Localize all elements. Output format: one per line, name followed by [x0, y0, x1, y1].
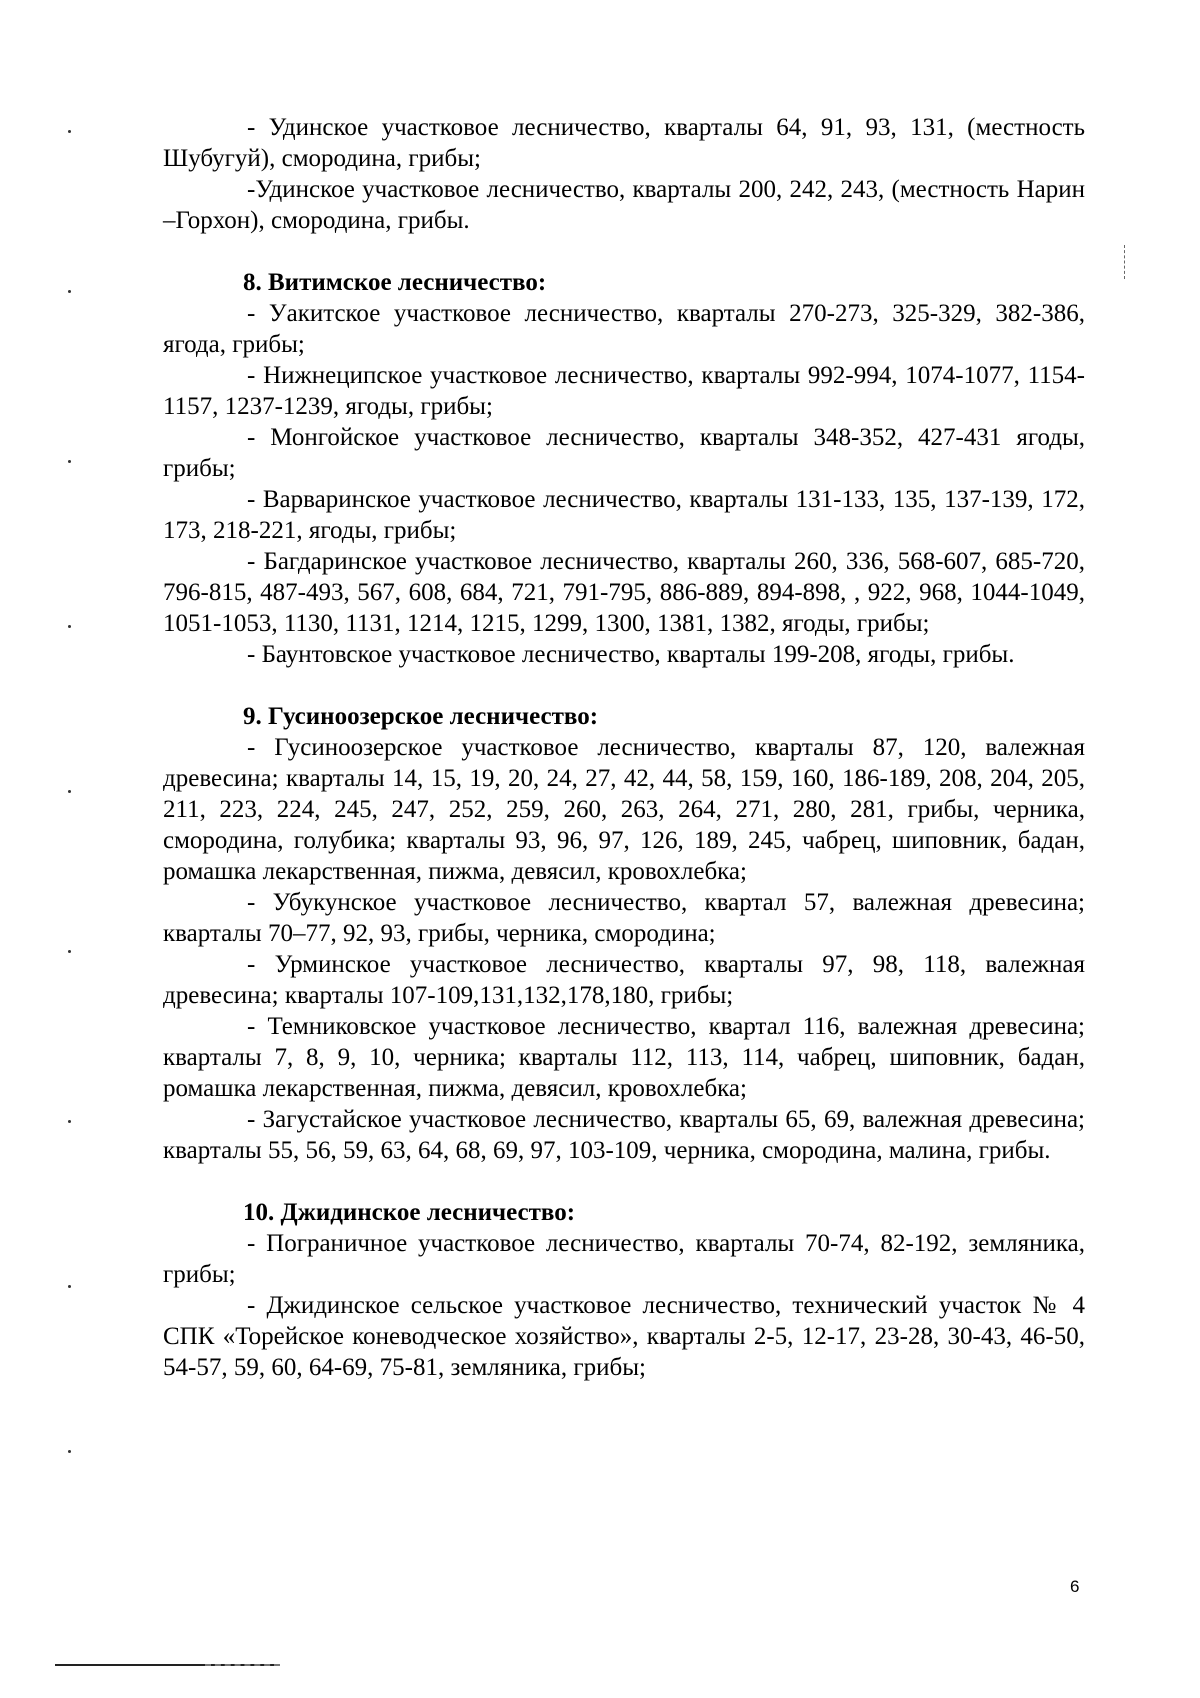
section-8-item: - Багдаринское участковое лесничество, кварталы 260, 336, 568-607, 685-720, 796-815, 487-493, 567, 608, 684, 721, 791-795, 886-889, 894-898, , 922, 968, 1044-1049, 1051-1053, 1130, 1131, 1214, 1215, 1299, 1300, 1381, 1382, ягоды, грибы; [163, 548, 1085, 637]
section-gap [163, 236, 1085, 267]
paragraph-udinskoe-2: -Удинское участковое лесничество, кварталы 200, 242, 243, (местность Нарин –Горхон), смородина, грибы. [163, 176, 1085, 234]
section-10-heading: 10. Джидинское лесничество: [243, 1199, 576, 1226]
section-10-item: - Джидинское сельское участковое лесничество, технический участок № 4 СПК «Торейское коневодческое хозяйство», кварталы 2-5, 12-17, 23-28, 30-43, 46-50, 54-57, 59, 60, 64-69, 75-81, земляника, грибы; [163, 1292, 1085, 1381]
scan-dot [68, 790, 71, 793]
section-8-item: - Варваринское участковое лесничество, кварталы 131-133, 135, 137-139, 172, 173, 218-221, ягоды, грибы; [163, 486, 1085, 544]
section-9-item: - Темниковское участковое лесничество, квартал 116, валежная древесина; кварталы 7, 8, 9, 10, черника; кварталы 112, 113, 114, чабрец, шиповник, бадан, ромашка лекарственная, пижма, девясил, кровохлебка; [163, 1013, 1085, 1102]
section-gap [163, 1166, 1085, 1197]
section-8-item: - Монгойское участковое лесничество, кварталы 348-352, 427-431 ягоды, грибы; [163, 424, 1085, 482]
section-9-heading: 9. Гусиноозерское лесничество: [243, 703, 599, 730]
section-9-item: - Гусиноозерское участковое лесничество, кварталы 87, 120, валежная древесина; кварталы 14, 15, 19, 20, 24, 27, 42, 44, 58, 159, 160, 186-189, 208, 204, 205, 211, 223, 224, 245, 247, 252, 259, 260, 263, 264, 271, 280, 281, грибы, черника, смородина, голубика; кварталы 93, 96, 97, 126, 189, 245, чабрец, шиповник, бадан, ромашка лекарственная, пижма, девясил, кровохлебка; [163, 734, 1085, 885]
bottom-rule [55, 1664, 280, 1666]
section-8-heading: 8. Витимское лесничество: [243, 269, 547, 296]
section-8-item: - Уакитское участковое лесничество, кварталы 270-273, 325-329, 382-386, ягода, грибы; [163, 300, 1085, 358]
scan-dot [68, 1120, 71, 1123]
section-8-item: - Нижнеципское участковое лесничество, кварталы 992-994, 1074-1077, 1154-1157, 1237-1239, ягоды, грибы; [163, 362, 1085, 420]
document-body [163, 112, 1085, 1383]
section-8-item: - Баунтовское участковое лесничество, кварталы 199-208, ягоды, грибы. [247, 641, 1015, 668]
scan-mark [1124, 245, 1126, 279]
scan-dot [68, 625, 71, 628]
section-9-item: - Загустайское участковое лесничество, кварталы 65, 69, валежная древесина; кварталы 55, 56, 59, 63, 64, 68, 69, 97, 103-109, черника, смородина, малина, грибы. [163, 1106, 1085, 1164]
scan-dot [68, 950, 71, 953]
section-9-item: - Убукунское участковое лесничество, квартал 57, валежная древесина; кварталы 70–77, 92, 93, грибы, черника, смородина; [163, 889, 1085, 947]
scan-dot [68, 1285, 71, 1288]
section-gap [163, 670, 1085, 701]
section-9-item: - Урминское участковое лесничество, кварталы 97, 98, 118, валежная древесина; кварталы 107-109,131,132,178,180, грибы; [163, 951, 1085, 1009]
page-number: 6 [1070, 1577, 1080, 1596]
scan-dot [68, 290, 71, 293]
section-10-item: - Пограничное участковое лесничество, кварталы 70-74, 82-192, земляника, грибы; [163, 1230, 1085, 1288]
scan-dot [68, 460, 71, 463]
scan-dot [68, 1450, 71, 1453]
paragraph-udinskoe-1: - Удинское участковое лесничество, кварталы 64, 91, 93, 131, (местность Шубугуй), смородина, грибы; [163, 114, 1085, 172]
scan-dot [68, 130, 71, 133]
